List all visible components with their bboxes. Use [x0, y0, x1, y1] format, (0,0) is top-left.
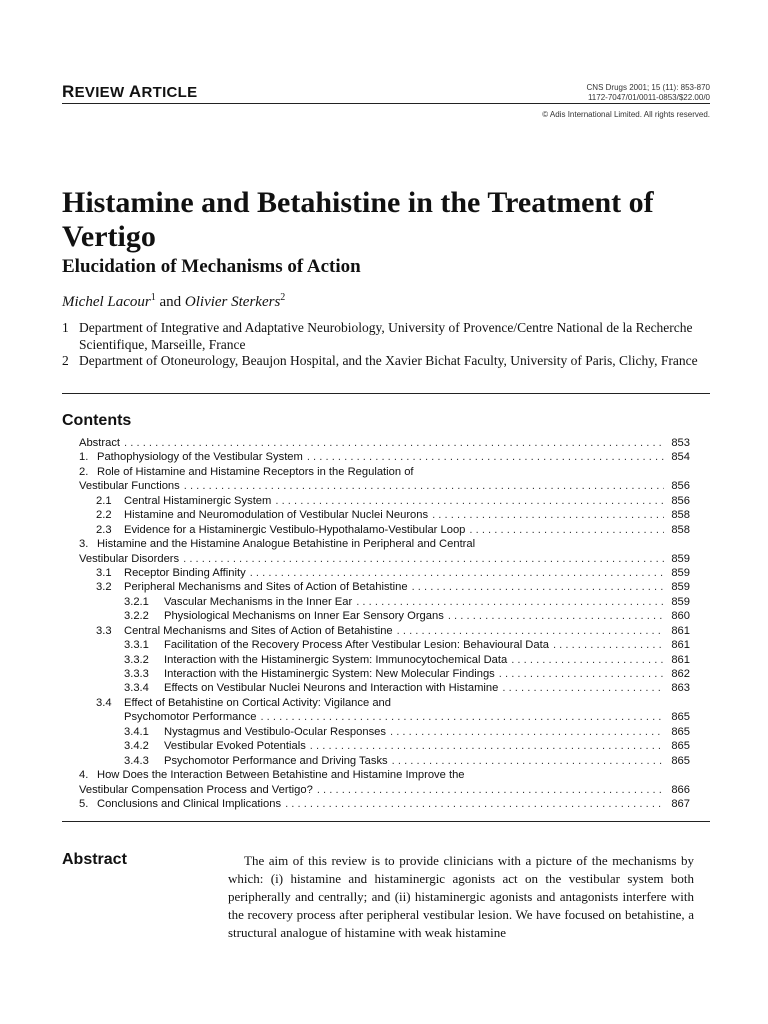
toc-entry [62, 740, 690, 754]
toc-entry-number: 3.3.4 [124, 682, 149, 695]
toc-entry [62, 495, 690, 509]
author-line [62, 292, 285, 311]
affiliation-number: 1 [62, 320, 69, 335]
toc-leader-dots [397, 625, 664, 637]
toc-page-number: 861 [671, 639, 690, 652]
toc-entry-title: Interaction with the Histaminergic System: Immunocytochemical Data [164, 653, 508, 666]
toc-entry [62, 625, 690, 639]
toc-entry-number: 3.2.1 [124, 595, 149, 608]
toc-leader-dots [310, 740, 664, 752]
toc-entry [62, 596, 690, 610]
toc-entry [62, 509, 690, 523]
toc-page-number: 865 [671, 740, 690, 753]
toc-entry-number: 3.3.1 [124, 639, 149, 652]
toc-entry-number: 3.4.1 [124, 725, 149, 738]
affiliation-marker: 2 [280, 292, 286, 303]
toc-entry-number: 3.2.2 [124, 610, 149, 623]
toc-page-number: 865 [671, 711, 690, 724]
toc-entry [62, 581, 690, 595]
article-subtitle: Elucidation of Mechanisms of Action [62, 256, 361, 277]
author-conjunction: and [155, 294, 185, 310]
toc-leader-dots [502, 682, 664, 694]
toc-leader-dots [250, 567, 664, 579]
copyright-notice: © Adis International Limited. All rights reserved. [542, 110, 710, 119]
toc-page-number: 861 [671, 624, 690, 637]
toc-entry-title: How Does the Interaction Between Betahistine and Histamine Improve the [97, 769, 465, 782]
toc-entry-number: 3.4.3 [124, 754, 149, 767]
toc-entry-title: Nystagmus and Vestibulo-Ocular Responses [164, 725, 386, 738]
toc-page-number: 854 [671, 451, 690, 464]
affiliation [62, 319, 702, 353]
toc-page-number: 859 [671, 581, 690, 594]
toc-entry-title: Psychomotor Performance and Driving Tasks [164, 754, 388, 767]
toc-page-number: 859 [671, 595, 690, 608]
toc-entry-number: 3.3 [96, 624, 112, 637]
toc-entry-number: 2. [79, 465, 89, 478]
toc-page-number: 861 [671, 653, 690, 666]
toc-page-number: 865 [671, 754, 690, 767]
toc-entry [62, 784, 690, 798]
article-type-rest-2: RTICLE [141, 84, 198, 101]
toc-entry-title: Vestibular Evoked Potentials [164, 740, 306, 753]
toc-entry [62, 480, 690, 494]
toc-page-number: 862 [671, 668, 690, 680]
article-type-rest-1: EVIEW [74, 84, 125, 101]
toc-entry-title: Receptor Binding Affinity [124, 566, 246, 579]
toc-entry-number: 3.4 [96, 696, 112, 709]
toc-entry-number: 3.2 [96, 581, 112, 594]
affiliation-text: Department of Integrative and Adaptative Neurobiology, University of Provence/Centre National de la Recherche Scientifique, Marseille, France [79, 320, 693, 352]
toc-entry-title: Histamine and Neuromodulation of Vestibular Nuclei Neurons [124, 509, 429, 522]
toc-page-number: 863 [671, 682, 690, 695]
toc-entry [62, 798, 690, 812]
toc-leader-dots [317, 784, 664, 796]
contents-heading: Contents [62, 412, 132, 429]
toc-entry-number: 3.3.2 [124, 653, 149, 666]
toc-page-number: 866 [671, 783, 690, 796]
affiliation [62, 352, 702, 369]
article-type-initial-r: R [62, 82, 75, 101]
toc-page-number: 856 [671, 494, 690, 507]
toc-entry [62, 610, 690, 624]
toc-entry [62, 769, 690, 783]
toc-entry [62, 538, 690, 552]
toc-entry [62, 654, 690, 668]
toc-entry-title: Effect of Betahistine on Cortical Activity: Vigilance and [124, 696, 391, 709]
toc-leader-dots [285, 798, 664, 810]
toc-page-number: 853 [671, 437, 690, 449]
toc-entry-number: 4. [79, 769, 89, 782]
toc-leader-dots [260, 711, 664, 723]
toc-page-number: 860 [671, 610, 690, 623]
toc-entry-number: 2.1 [96, 494, 112, 507]
table-of-contents [62, 437, 690, 812]
abstract-text: The aim of this review is to provide clinicians with a picture of the mechanisms by which: (i) histamine and histaminergic agonists act on the vestibular system both peripherally and centrally; and (ii) histaminergic agonists and antagonists interfere with the recovery process after peripheral vestibular lesion. We have focused on betahistine, a structural analogue of histamine with weak histamine [228, 853, 694, 940]
toc-entry [62, 466, 690, 480]
toc-entry-title: Pathophysiology of the Vestibular System [97, 451, 303, 464]
abstract-heading: Abstract [62, 851, 127, 868]
article-type-initial-a: A [128, 82, 142, 101]
toc-entry [62, 682, 690, 696]
toc-entry-title: Vestibular Disorders [79, 552, 180, 565]
toc-entry-title: Effects on Vestibular Nuclei Neurons and Interaction with Histamine [164, 682, 499, 695]
toc-entry-title: Histamine and the Histamine Analogue Betahistine in Peripheral and Central [97, 538, 476, 551]
toc-entry [62, 553, 690, 567]
toc-leader-dots [356, 596, 664, 608]
toc-entry-number: 5. [79, 797, 89, 810]
toc-leader-dots [275, 495, 664, 507]
toc-entry-title: Vestibular Functions [79, 480, 180, 493]
section-rule [62, 393, 710, 394]
toc-entry [62, 726, 690, 740]
toc-entry [62, 755, 690, 769]
toc-entry-title: Psychomotor Performance [124, 711, 257, 724]
section-rule [62, 821, 710, 822]
affiliation-marker: 1 [150, 292, 156, 303]
toc-page-number: 867 [671, 797, 690, 810]
toc-leader-dots [183, 553, 664, 565]
toc-entry [62, 451, 690, 465]
toc-entry-title: Central Histaminergic System [124, 494, 272, 507]
publication-info [587, 83, 710, 103]
toc-entry-title: Conclusions and Clinical Implications [97, 797, 282, 810]
toc-entry-title: Vascular Mechanisms in the Inner Ear [164, 595, 353, 608]
toc-entry-title: Central Mechanisms and Sites of Action of Betahistine [124, 624, 393, 637]
toc-page-number: 856 [671, 480, 690, 493]
toc-entry-title: Evidence for a Histaminergic Vestibulo-Hypothalamo-Vestibular Loop [124, 523, 466, 536]
toc-entry-title: Physiological Mechanisms on Inner Ear Sensory Organs [164, 610, 444, 623]
toc-entry-number: 1. [79, 451, 89, 464]
toc-entry-title: Role of Histamine and Histamine Receptors in the Regulation of [97, 465, 414, 478]
toc-leader-dots [390, 726, 664, 738]
toc-entry-title: Peripheral Mechanisms and Sites of Action of Betahistine [124, 581, 408, 594]
toc-page-number: 865 [671, 725, 690, 738]
toc-page-number: 858 [671, 509, 690, 522]
article-type-label [62, 82, 197, 102]
toc-entry [62, 567, 690, 581]
toc-entry-number: 2.3 [96, 523, 112, 536]
toc-leader-dots [307, 451, 664, 463]
toc-leader-dots [184, 480, 664, 492]
issn-line: 1172-7047/01/0011-0853/$22.00/0 [587, 93, 710, 102]
toc-page-number: 858 [671, 523, 690, 536]
toc-leader-dots [412, 581, 664, 593]
journal-citation: CNS Drugs 2001; 15 (11): 853-870 [586, 83, 710, 92]
toc-leader-dots [499, 668, 664, 680]
toc-entry [62, 711, 690, 725]
toc-entry-title: Vestibular Compensation Process and Vertigo? [79, 783, 313, 796]
toc-entry [62, 639, 690, 653]
toc-leader-dots [448, 610, 664, 622]
toc-leader-dots [469, 524, 664, 536]
toc-page-number: 859 [671, 566, 690, 579]
toc-leader-dots [553, 639, 664, 651]
author-name: Michel Lacour [62, 294, 151, 310]
toc-leader-dots [124, 437, 664, 449]
affiliation-text: Department of Otoneurology, Beaujon Hospital, and the Xavier Bichat Faculty, University of Paris, Clichy, France [79, 353, 698, 368]
toc-leader-dots [511, 654, 664, 666]
toc-entry-title: Interaction with the Histaminergic System: New Molecular Findings [164, 668, 495, 680]
author-name: Olivier Sterkers [184, 294, 281, 310]
toc-entry-number: 3.4.2 [124, 740, 149, 753]
toc-entry-number: 2.2 [96, 509, 112, 522]
toc-entry [62, 668, 690, 682]
article-title: Histamine and Betahistine in the Treatment of Vertigo [62, 186, 654, 253]
toc-entry [62, 437, 690, 451]
affiliation-number: 2 [62, 353, 69, 368]
header-rule [62, 103, 710, 104]
toc-entry [62, 524, 690, 538]
toc-leader-dots [392, 755, 664, 767]
toc-entry [62, 697, 690, 711]
toc-entry-number: 3. [79, 538, 89, 551]
toc-page-number: 859 [671, 552, 690, 565]
toc-entry-number: 3.3.3 [124, 668, 149, 680]
toc-leader-dots [432, 509, 664, 521]
toc-entry-number: 3.1 [96, 566, 112, 579]
toc-entry-title: Facilitation of the Recovery Process After Vestibular Lesion: Behavioural Data [164, 639, 549, 652]
toc-entry-title: Abstract [79, 437, 121, 449]
